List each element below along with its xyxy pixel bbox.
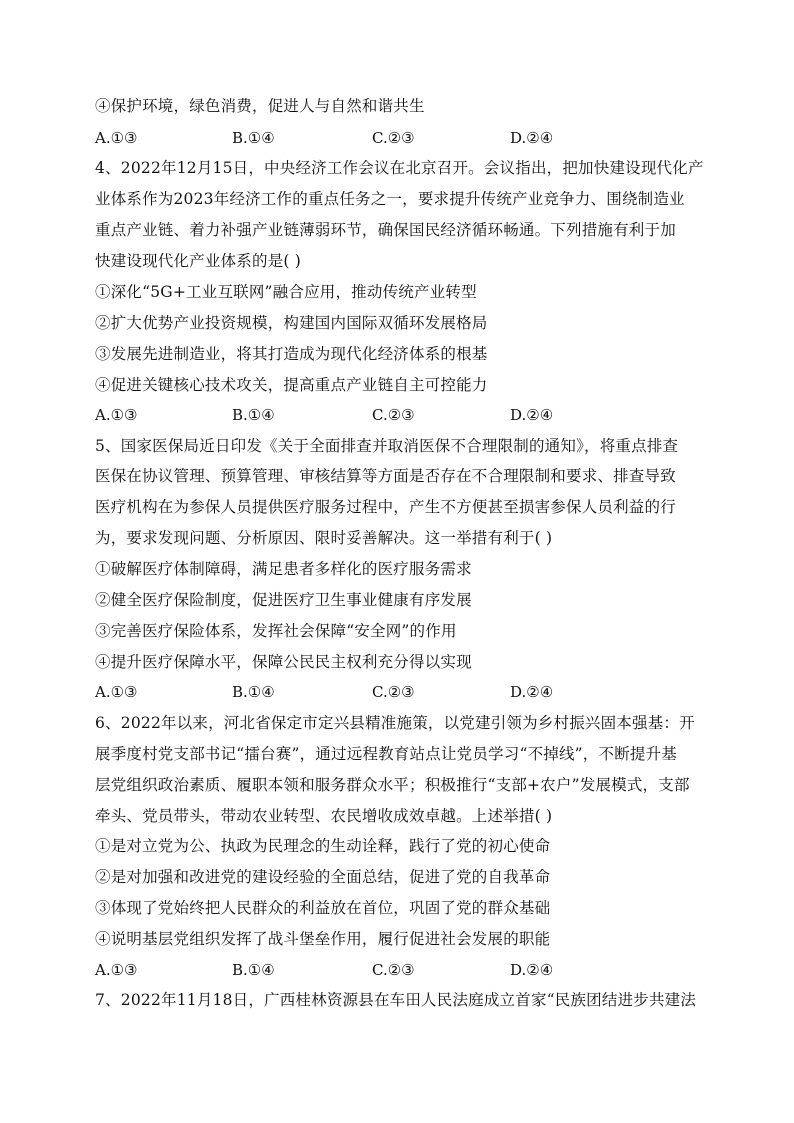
option-statement: ④提升医疗保障水平，保障公民民主权利充分得以实现 bbox=[95, 653, 472, 671]
option-d: D.②④ bbox=[510, 961, 554, 979]
option-d: D.②④ bbox=[510, 406, 554, 424]
option-b: B.①④ bbox=[232, 683, 275, 701]
option-c: C.②③ bbox=[372, 406, 415, 424]
option-statement: ③发展先进制造业，将其打造成为现代化经济体系的根基 bbox=[95, 345, 488, 363]
option-statement: ②是对加强和改进党的建设经验的全面总结，促进了党的自我革命 bbox=[95, 868, 551, 886]
question-stem: 业体系作为2023年经济工作的重点任务之一，要求提升传统产业竞争力、围绕制造业 bbox=[95, 190, 685, 208]
question-stem: 层党组织政治素质、履职本领和服务群众水平；积极推行“支部+农户”发展模式，支部 bbox=[95, 776, 690, 794]
question-stem: 4、2022年12月15日，中央经济工作会议在北京召开。会议指出，把加快建设现代化产 bbox=[95, 159, 704, 177]
option-d: D.②④ bbox=[510, 683, 554, 701]
question-stem: 展季度村党支部书记“擂台赛”，通过远程教育站点让党员学习“不掉线”，不断提升基 bbox=[95, 745, 677, 763]
question-stem: 重点产业链、着力补强产业链薄弱环节，确保国民经济循环畅通。下列措施有利于加 bbox=[95, 221, 676, 239]
option-a: A.①③ bbox=[95, 683, 138, 701]
option-b: B.①④ bbox=[232, 129, 275, 147]
question-stem: 快建设现代化产业体系的是( ) bbox=[95, 252, 302, 270]
option-statement: ④说明基层党组织发挥了战斗堡垒作用，履行促进社会发展的职能 bbox=[95, 930, 551, 948]
question-stem: 牵头、党员带头，带动农业转型、农民增收成效卓越。上述举措( ) bbox=[95, 807, 553, 825]
question-stem: 医保在协议管理、预算管理、审核结算等方面是否存在不合理限制和要求、排查导致 bbox=[95, 467, 676, 485]
question-stem: 6、2022年以来，河北省保定市定兴县精准施策，以党建引领为乡村振兴固本强基：开 bbox=[95, 714, 695, 732]
option-statement: ①深化“5G+工业互联网”融合应用，推动传统产业转型 bbox=[95, 283, 477, 301]
option-statement: ①破解医疗体制障碍，满足患者多样化的医疗服务需求 bbox=[95, 560, 472, 578]
option-a: A.①③ bbox=[95, 406, 138, 424]
option-statement: ④保护环境，绿色消费，促进人与自然和谐共生 bbox=[95, 97, 425, 115]
answer-options-q5 bbox=[95, 682, 695, 702]
answer-options-q6 bbox=[95, 960, 695, 980]
option-statement: ②扩大优势产业投资规模，构建国内国际双循环发展格局 bbox=[95, 314, 488, 332]
option-b: B.①④ bbox=[232, 406, 275, 424]
option-b: B.①④ bbox=[232, 961, 275, 979]
option-c: C.②③ bbox=[372, 129, 415, 147]
question-stem: 7、2022年11月18日，广西桂林资源县在车田人民法庭成立首家“民族团结进步共建法 bbox=[95, 991, 697, 1009]
option-statement: ①是对立党为公、执政为民理念的生动诠释，践行了党的初心使命 bbox=[95, 837, 551, 855]
option-d: D.②④ bbox=[510, 129, 554, 147]
option-a: A.①③ bbox=[95, 129, 138, 147]
option-statement: ③完善医疗保险体系，发挥社会保障“安全网”的作用 bbox=[95, 622, 457, 640]
option-c: C.②③ bbox=[372, 961, 415, 979]
question-stem: 为，要求发现问题、分析原因、限时妥善解决。这一举措有利于( ) bbox=[95, 529, 553, 547]
option-c: C.②③ bbox=[372, 683, 415, 701]
option-statement: ④促进关键核心技术攻关，提高重点产业链自主可控能力 bbox=[95, 376, 488, 394]
answer-options-q4 bbox=[95, 405, 695, 425]
question-stem: 医疗机构在为参保人员提供医疗服务过程中，产生不方便甚至损害参保人员利益的行 bbox=[95, 498, 676, 516]
answer-options-q3 bbox=[95, 128, 695, 148]
question-stem: 5、国家医保局近日印发《关于全面排查并取消医保不合理限制的通知》，将重点排查 bbox=[95, 437, 679, 455]
option-a: A.①③ bbox=[95, 961, 138, 979]
option-statement: ②健全医疗保险制度，促进医疗卫生事业健康有序发展 bbox=[95, 591, 472, 609]
option-statement: ③体现了党始终把人民群众的利益放在首位，巩固了党的群众基础 bbox=[95, 899, 551, 917]
